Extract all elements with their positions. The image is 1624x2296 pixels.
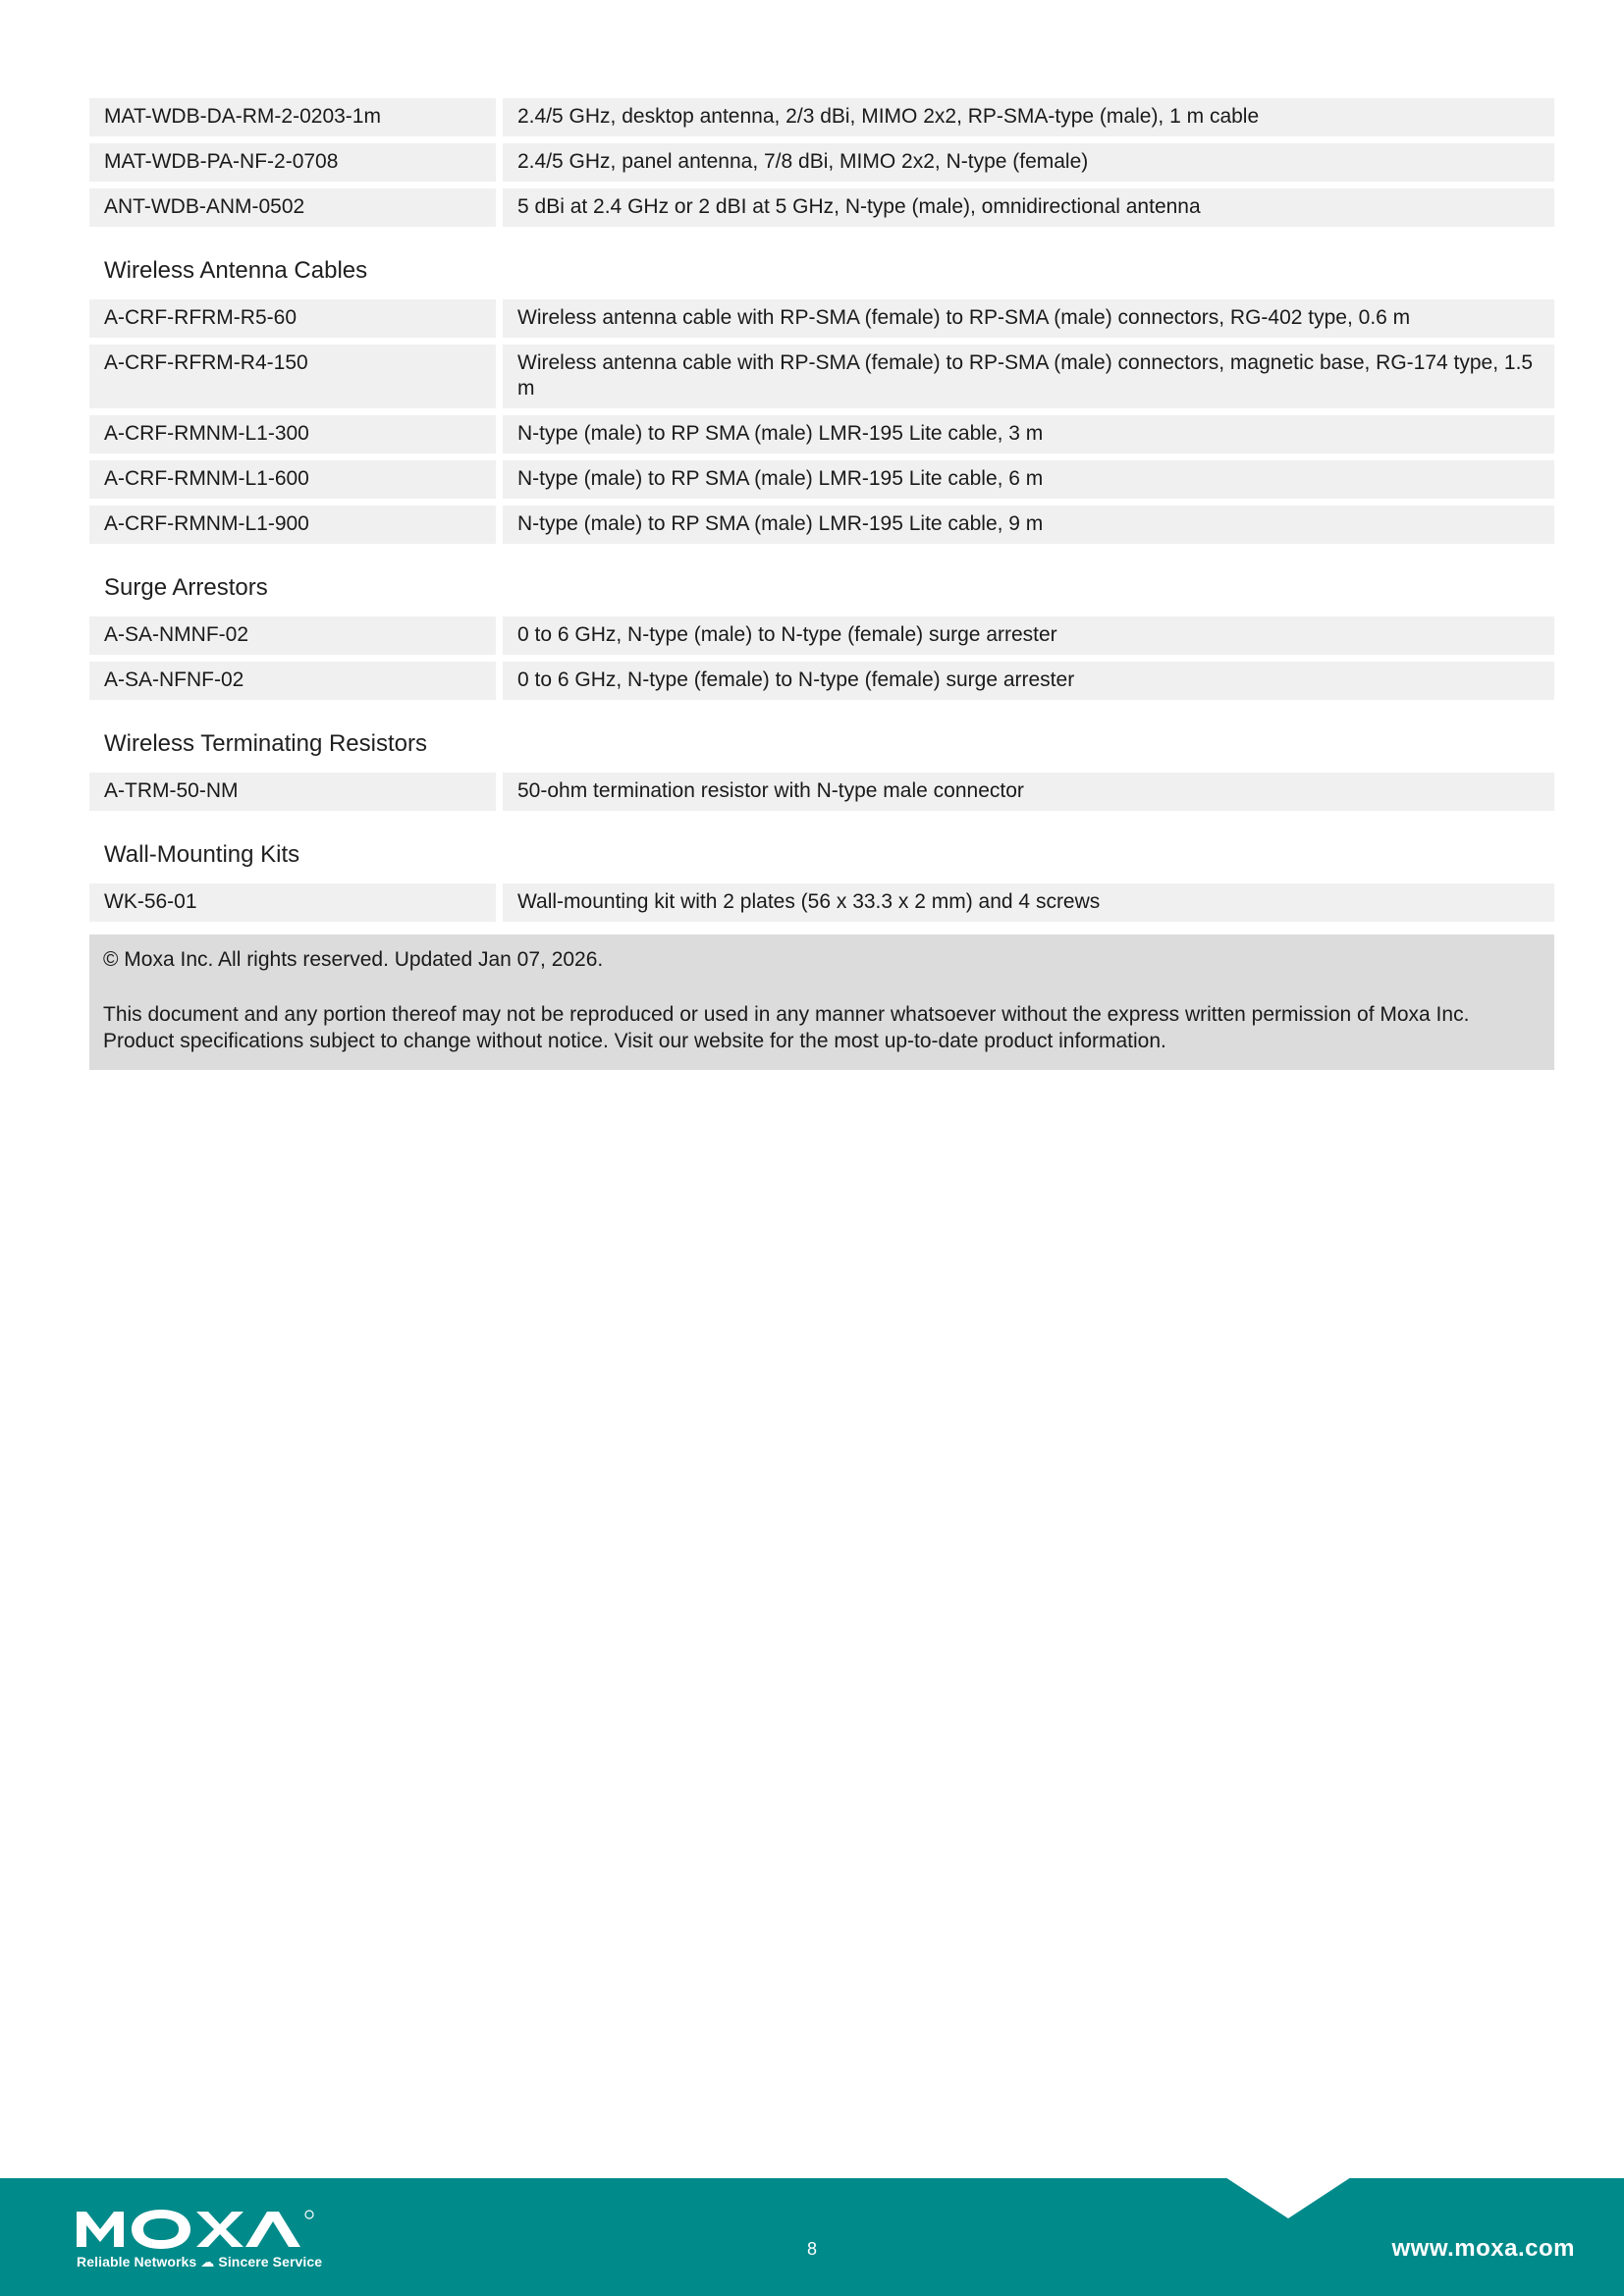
table-row (89, 616, 1554, 655)
accessory-group (89, 256, 1554, 544)
model-name-cell: MAT-WDB-PA-NF-2-0708 (89, 143, 496, 182)
model-name-cell: A-SA-NMNF-02 (89, 616, 496, 655)
table-row (89, 143, 1554, 182)
accessory-group (89, 98, 1554, 227)
description-cell: 2.4/5 GHz, panel antenna, 7/8 dBi, MIMO 2x2, N-type (female) (503, 143, 1554, 182)
accessory-group (89, 729, 1554, 811)
description-cell: N-type (male) to RP SMA (male) LMR-195 Lite cable, 6 m (503, 460, 1554, 499)
model-name-cell: WK-56-01 (89, 883, 496, 922)
model-name-cell: A-CRF-RMNM-L1-300 (89, 415, 496, 454)
table-row (89, 299, 1554, 338)
model-name-cell: A-CRF-RMNM-L1-600 (89, 460, 496, 499)
page-number: 8 (806, 2239, 817, 2259)
copyright-notice (89, 934, 1554, 1070)
accessory-group (89, 840, 1554, 922)
description-cell: Wall-mounting kit with 2 plates (56 x 33.3 x 2 mm) and 4 screws (503, 883, 1554, 922)
description-cell: Wireless antenna cable with RP-SMA (female) to RP-SMA (male) connectors, RG-402 type, 0.6 m (503, 299, 1554, 338)
description-cell: 5 dBi at 2.4 GHz or 2 dBI at 5 GHz, N-type (male), omnidirectional antenna (503, 188, 1554, 227)
table-row (89, 773, 1554, 811)
table-row (89, 98, 1554, 136)
description-cell: 2.4/5 GHz, desktop antenna, 2/3 dBi, MIMO 2x2, RP-SMA-type (male), 1 m cable (503, 98, 1554, 136)
description-cell: 0 to 6 GHz, N-type (male) to N-type (female) surge arrester (503, 616, 1554, 655)
model-name-cell: A-CRF-RMNM-L1-900 (89, 506, 496, 544)
description-cell: 50-ohm termination resistor with N-type male connector (503, 773, 1554, 811)
accessory-group (89, 573, 1554, 700)
description-cell: Wireless antenna cable with RP-SMA (female) to RP-SMA (male) connectors, magnetic base, RG-174 type, 1.5 m (503, 345, 1554, 408)
description-cell: N-type (male) to RP SMA (male) LMR-195 Lite cable, 9 m (503, 506, 1554, 544)
accessory-tables (89, 98, 1554, 922)
model-name-cell: MAT-WDB-DA-RM-2-0203-1m (89, 98, 496, 136)
footer-tagline: Reliable Networks ☁ Sincere Service (77, 2254, 323, 2269)
website-link[interactable]: www.moxa.com (1391, 2235, 1575, 2262)
table-row (89, 345, 1554, 408)
page-footer (0, 2178, 1624, 2296)
disclaimer-text: This document and any portion thereof may not be reproduced or used in any manner whatsoever without the express written permission of Moxa Inc. Product specifications subject to change without notice. Visit our website for the most up-to-date product information. (103, 1003, 1470, 1052)
description-cell: 0 to 6 GHz, N-type (female) to N-type (female) surge arrester (503, 662, 1554, 700)
table-row (89, 188, 1554, 227)
table-row (89, 662, 1554, 700)
table-row (89, 415, 1554, 454)
document-body (89, 98, 1554, 1070)
model-name-cell: A-TRM-50-NM (89, 773, 496, 811)
footer-notch (1225, 2177, 1351, 2218)
model-name-cell: A-CRF-RFRM-R4-150 (89, 345, 496, 408)
model-name-cell: A-CRF-RFRM-R5-60 (89, 299, 496, 338)
model-name-cell: ANT-WDB-ANM-0502 (89, 188, 496, 227)
section-title: Wireless Terminating Resistors (104, 730, 427, 757)
section-title: Surge Arrestors (104, 574, 268, 601)
copyright-line: © Moxa Inc. All rights reserved. Updated Jan 07, 2026. (103, 948, 604, 971)
section-title: Wireless Antenna Cables (104, 257, 368, 284)
description-cell: N-type (male) to RP SMA (male) LMR-195 Lite cable, 3 m (503, 415, 1554, 454)
table-row (89, 460, 1554, 499)
table-row (89, 883, 1554, 922)
table-row (89, 506, 1554, 544)
model-name-cell: A-SA-NFNF-02 (89, 662, 496, 700)
section-title: Wall-Mounting Kits (104, 841, 300, 868)
